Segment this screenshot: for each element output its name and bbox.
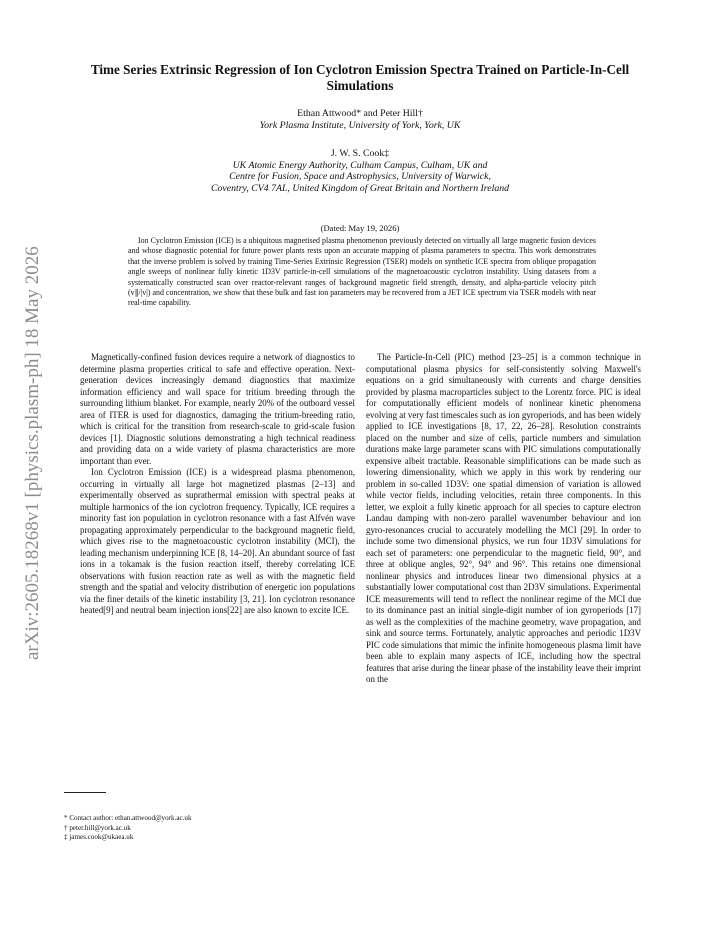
author-names: Ethan Attwood* and Peter Hill†: [297, 108, 423, 119]
abstract: Ion Cyclotron Emission (ICE) is a ubiquitous magnetised plasma phenomenon previously detected on virtually all large magnetic fusion devices and whose diagnostic potential for future power plants rests upon an accurate mapping of plasma parameters to spectra. This work demonstrates that the inverse problem is solved by training Time-Series Extrinsic Regression (TSER) models on synthetic ICE spectra from oblique propagation angle sweeps of nonlinear fully kinetic 1D3V particle-in-cell simulations of the magnetoacoustic cyclotron instability. Using datasets from a systematically constructed scan over reactor-relevant ranges of background magnetic field strength, density, and alpha-particle velocity pitch (v∥/|v|) and concentration, we show that these bulk and fast ion parameters may be recovered from a JET ICE spectrum via TSER models with near real-time capability.: [128, 236, 596, 308]
author-block-secondary: [80, 148, 640, 194]
author-names: J. W. S. Cook‡: [330, 148, 390, 159]
paper-title: Time Series Extrinsic Regression of Ion Cyclotron Emission Spectra Trained on Particle-In-Cell Simulations: [90, 62, 630, 93]
footnotes: [64, 814, 354, 843]
author-affiliation-line: UK Atomic Energy Authority, Culham Campus, Culham, UK and: [232, 159, 488, 171]
body-paragraph: The Particle-In-Cell (PIC) method [23–25] is a common technique in computational plasma physics for self-consistently solving Maxwell's equations on a grid simultaneously with currents and charge densities provided by plasma macroparticles subject to the Lorentz force. PIC is ideal for computationally efficient models of nonlinear kinetic phenomena evolving at very fast timescales such as ion gyroperiods, and has been widely applied to ICE investigations [8, 17, 22, 26–28]. Resolution constraints placed on the number and size of cells, particle numbers and simulation durations make large parameter scans with PIC simulations computationally expensive albeit tractable. Reasonable simplifications can be made such as lowering dimensionality, which we apply in this work by rendering our problem in so-called 1D3V: one spatial dimension of variation is allowed while vector fields, including velocities, retain three components. In this letter, we exploit a fully kinetic approach for all species to capture electron Landau damping with non-zero parallel wavenumber behaviour and ion gyro-resonances crucial to accurately modelling the MCI [29]. In order to include some two dimensional physics, we run four 1D3V simulations for each set of parameters: one perpendicular to the magnetic field, 90°, and three at oblique angles, 92°, 94° and 96°. This retains one dimensional nonlinear physics and introduces linear two dimensional physics at a substantially lower computational cost than 2D3V simulations. Experimental ICE measurements will tend to reflect the nonlinear regime of the MCI due to its dominance past an initial single-digit number of ion gyroperiods [17] as well as the complexities of the machine geometry, wave propagation, and sink and source terms. Fortunately, analytic approaches and periodic 1D3V PIC code simulations that mimic the infinite homogeneous plasma limit have been able to explain many aspects of ICE, including how the spectral features that arise during the linear phase of the instability leave their imprint on the: [366, 352, 641, 684]
body-paragraph: Magnetically-confined fusion devices require a network of diagnostics to determine plasma properties critical to safe and effective operation. Next-generation devices increasingly demand diagnostics that maximize information efficiency and wall space for tritium breeding through the surrounding lithium blanket. For example, nearly 20% of the outboard vessel area of ITER is used for diagnostics, damaging the tritium-breeding ratio, which is critical for the transition from research-scale to grid-scale fusion devices [1]. Diagnostic solutions demonstrating a high technical readiness and providing data on a wide variety of plasma characteristics are more important than ever.: [80, 352, 355, 466]
footnote-email: ‡ james.cook@ukaea.uk: [64, 833, 134, 841]
body-column-left: [80, 352, 355, 617]
author-affiliation: York Plasma Institute, University of York, York, UK: [259, 119, 461, 131]
author-affiliation-line: Centre for Fusion, Space and Astrophysics, University of Warwick,: [229, 171, 491, 182]
body-paragraph: Ion Cyclotron Emission (ICE) is a widespread plasma phenomenon, occurring in virtually all large hot magnetized plasmas [2–13] and experimentally observed as suprathermal emission with spectral peaks at multiple harmonics of the ion cyclotron frequency. Typically, ICE requires a minority fast ion population in cyclotron resonance with a fast Alfvén wave propagating approximately perpendicular to the background magnetic field, which gives rise to the magnetoacoustic cyclotron instability (MCI), the leading mechanism underpinning ICE [8, 14–20]. An abundant source of fast ions in a tokamak is the fusion reaction itself, thereby correlating ICE observations with fusion reaction rate as well as with the magnetic field strength and the spatial and velocity distribution of energetic ion populations via the finer details of the kinetic instability [3, 21]. Ion cyclotron resonance heated[9] and neutral beam injection ions[22] are also known to excite ICE.: [80, 467, 355, 615]
arxiv-identifier: arXiv:2605.18268v1 [physics.plasm-ph] 18 May 2026: [22, 246, 43, 660]
author-block-primary: [80, 108, 640, 131]
footnote-email: † peter.hill@york.ac.uk: [64, 823, 131, 832]
arxiv-stamp: [10, 200, 50, 740]
author-affiliation-line: Coventry, CV4 7AL, United Kingdom of Great Britain and Northern Ireland: [210, 182, 510, 194]
footnote-contact-author: * Contact author: ethan.attwood@york.ac.uk: [64, 814, 192, 822]
footnote-rule: [64, 792, 106, 793]
body-column-right: [366, 352, 641, 686]
dated-line: (Dated: May 19, 2026): [320, 223, 400, 233]
